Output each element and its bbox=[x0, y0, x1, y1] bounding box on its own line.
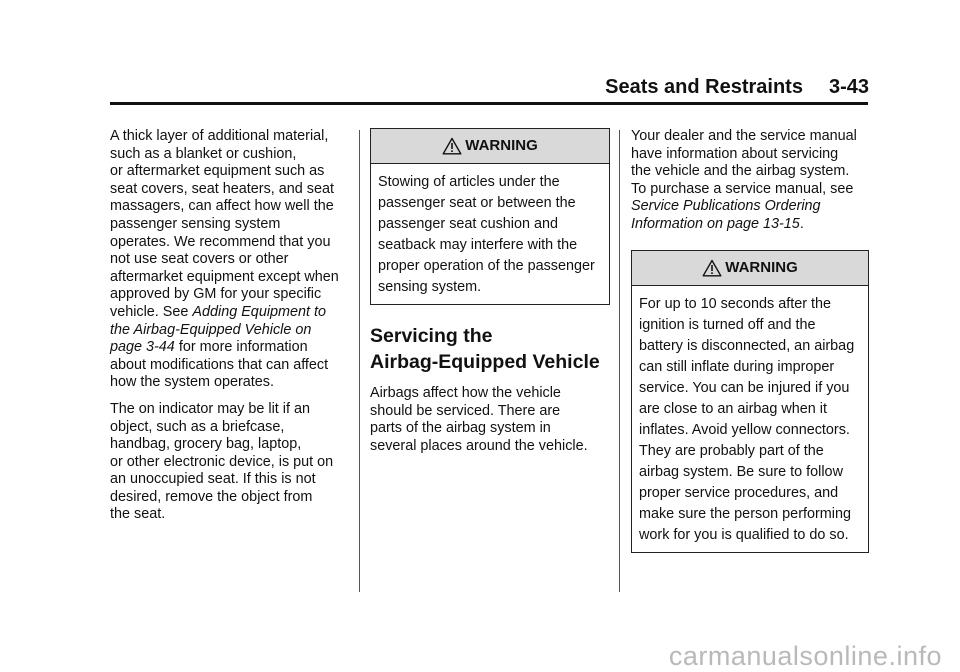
watermark-text: carmanualsonline.info bbox=[668, 641, 942, 671]
text-line: proper service procedures, and bbox=[639, 484, 839, 501]
footer-watermark bbox=[0, 639, 960, 672]
page-number: 3-43 bbox=[828, 76, 869, 98]
text-line: service. You can be injured if you bbox=[639, 379, 850, 396]
text-line: should be serviced. There are bbox=[370, 402, 561, 419]
warning-text bbox=[632, 286, 868, 552]
period: . bbox=[799, 215, 804, 232]
page-header bbox=[0, 76, 869, 104]
warning-header bbox=[632, 251, 868, 286]
text-line: They are probably part of the bbox=[639, 442, 824, 459]
cross-reference-link[interactable]: page 3-44 bbox=[110, 339, 175, 356]
cross-reference-link[interactable]: Adding Equipment to bbox=[192, 303, 327, 320]
text-line: make sure the person performing bbox=[639, 505, 851, 522]
cross-reference-link[interactable]: Information on page 13-15 bbox=[631, 215, 800, 232]
text-line: inflates. Avoid yellow connectors. bbox=[639, 421, 850, 438]
text-line: approved by GM for your specific bbox=[110, 286, 322, 303]
column-2 bbox=[370, 128, 610, 464]
text-line: an unoccupied seat. If this is not bbox=[110, 471, 316, 488]
paragraph-service-manual bbox=[631, 128, 871, 234]
text-line: airbag system. Be sure to follow bbox=[639, 463, 843, 480]
column-divider-1 bbox=[359, 130, 360, 592]
warning-box-stowing bbox=[370, 128, 610, 305]
text-line: or other electronic device, is put on bbox=[110, 453, 334, 470]
text-line: aftermarket equipment except when bbox=[110, 268, 339, 285]
text-line: object, such as a briefcase, bbox=[110, 418, 285, 435]
column-divider-2 bbox=[619, 130, 620, 592]
warning-triangle-icon bbox=[702, 259, 722, 277]
text-line: battery is disconnected, an airbag bbox=[639, 337, 855, 354]
text-line: A thick layer of additional material, bbox=[110, 128, 329, 144]
text-line bbox=[110, 322, 350, 340]
text-line bbox=[631, 216, 871, 234]
header-rule bbox=[110, 102, 868, 105]
text-line: Airbags affect how the vehicle bbox=[370, 385, 561, 401]
text-line bbox=[110, 339, 350, 357]
text-line: seat covers, seat heaters, and seat bbox=[110, 180, 334, 197]
paragraph-on-indicator bbox=[110, 401, 350, 524]
warning-text bbox=[371, 164, 609, 304]
text-line: the vehicle and the airbag system. bbox=[631, 163, 850, 180]
text-line: Stowing of articles under the bbox=[378, 174, 560, 190]
see-prefix: vehicle. See bbox=[110, 303, 193, 320]
text-line: how the system operates. bbox=[110, 374, 274, 391]
text-line: can still inflate during improper bbox=[639, 358, 835, 375]
heading-line: Servicing the bbox=[370, 325, 493, 347]
warning-box-airbag-inflate bbox=[631, 250, 869, 553]
text-line: not use seat covers or other bbox=[110, 251, 289, 268]
paragraph-airbags-serviced bbox=[370, 385, 610, 455]
text-line: sensing system. bbox=[378, 279, 482, 295]
text-line bbox=[631, 198, 871, 216]
text-line: ignition is turned off and the bbox=[639, 316, 816, 333]
cross-reference-link[interactable]: the Airbag-Equipped Vehicle on bbox=[110, 321, 312, 338]
text-line: about modifications that can affect bbox=[110, 356, 329, 373]
text-line: handbag, grocery bag, laptop, bbox=[110, 436, 302, 453]
text-line: or aftermarket equipment such as bbox=[110, 163, 325, 180]
text-line: seatback may interfere with the bbox=[378, 237, 578, 253]
text-line: passenger seat cushion and bbox=[378, 216, 559, 232]
text-line: work for you is qualified to do so. bbox=[639, 526, 849, 543]
text-line: parts of the airbag system in bbox=[370, 420, 551, 437]
after-link-text: for more information bbox=[174, 339, 308, 356]
text-line: desired, remove the object from bbox=[110, 488, 313, 505]
warning-label: WARNING bbox=[725, 258, 798, 276]
text-line: massagers, can affect how well the bbox=[110, 198, 334, 215]
warning-label: WARNING bbox=[465, 137, 538, 155]
column-1 bbox=[110, 128, 350, 533]
text-line: passenger sensing system bbox=[110, 215, 281, 232]
text-line: The on indicator may be lit if an bbox=[110, 400, 310, 417]
text-line: passenger seat or between the bbox=[378, 195, 576, 211]
paragraph-seat-covers bbox=[110, 128, 350, 392]
text-line: proper operation of the passenger bbox=[378, 258, 595, 274]
warning-triangle-icon bbox=[442, 137, 462, 155]
heading-line: Airbag-Equipped Vehicle bbox=[370, 351, 600, 373]
text-line: Your dealer and the service manual bbox=[631, 128, 857, 144]
column-3 bbox=[631, 128, 871, 553]
text-line: have information about servicing bbox=[631, 145, 839, 162]
warning-header bbox=[371, 129, 609, 164]
section-title: Seats and Restraints bbox=[605, 76, 803, 98]
text-line bbox=[110, 304, 350, 322]
text-line: several places around the vehicle. bbox=[370, 437, 588, 454]
text-line: are close to an airbag when it bbox=[639, 400, 827, 417]
text-line: To purchase a service manual, see bbox=[631, 180, 854, 197]
section-heading bbox=[370, 323, 610, 375]
text-line: operates. We recommend that you bbox=[110, 233, 331, 250]
text-line: the seat. bbox=[110, 506, 166, 523]
text-line: For up to 10 seconds after the bbox=[639, 295, 831, 312]
cross-reference-link[interactable]: Service Publications Ordering bbox=[631, 198, 821, 215]
text-line: such as a blanket or cushion, bbox=[110, 145, 297, 162]
